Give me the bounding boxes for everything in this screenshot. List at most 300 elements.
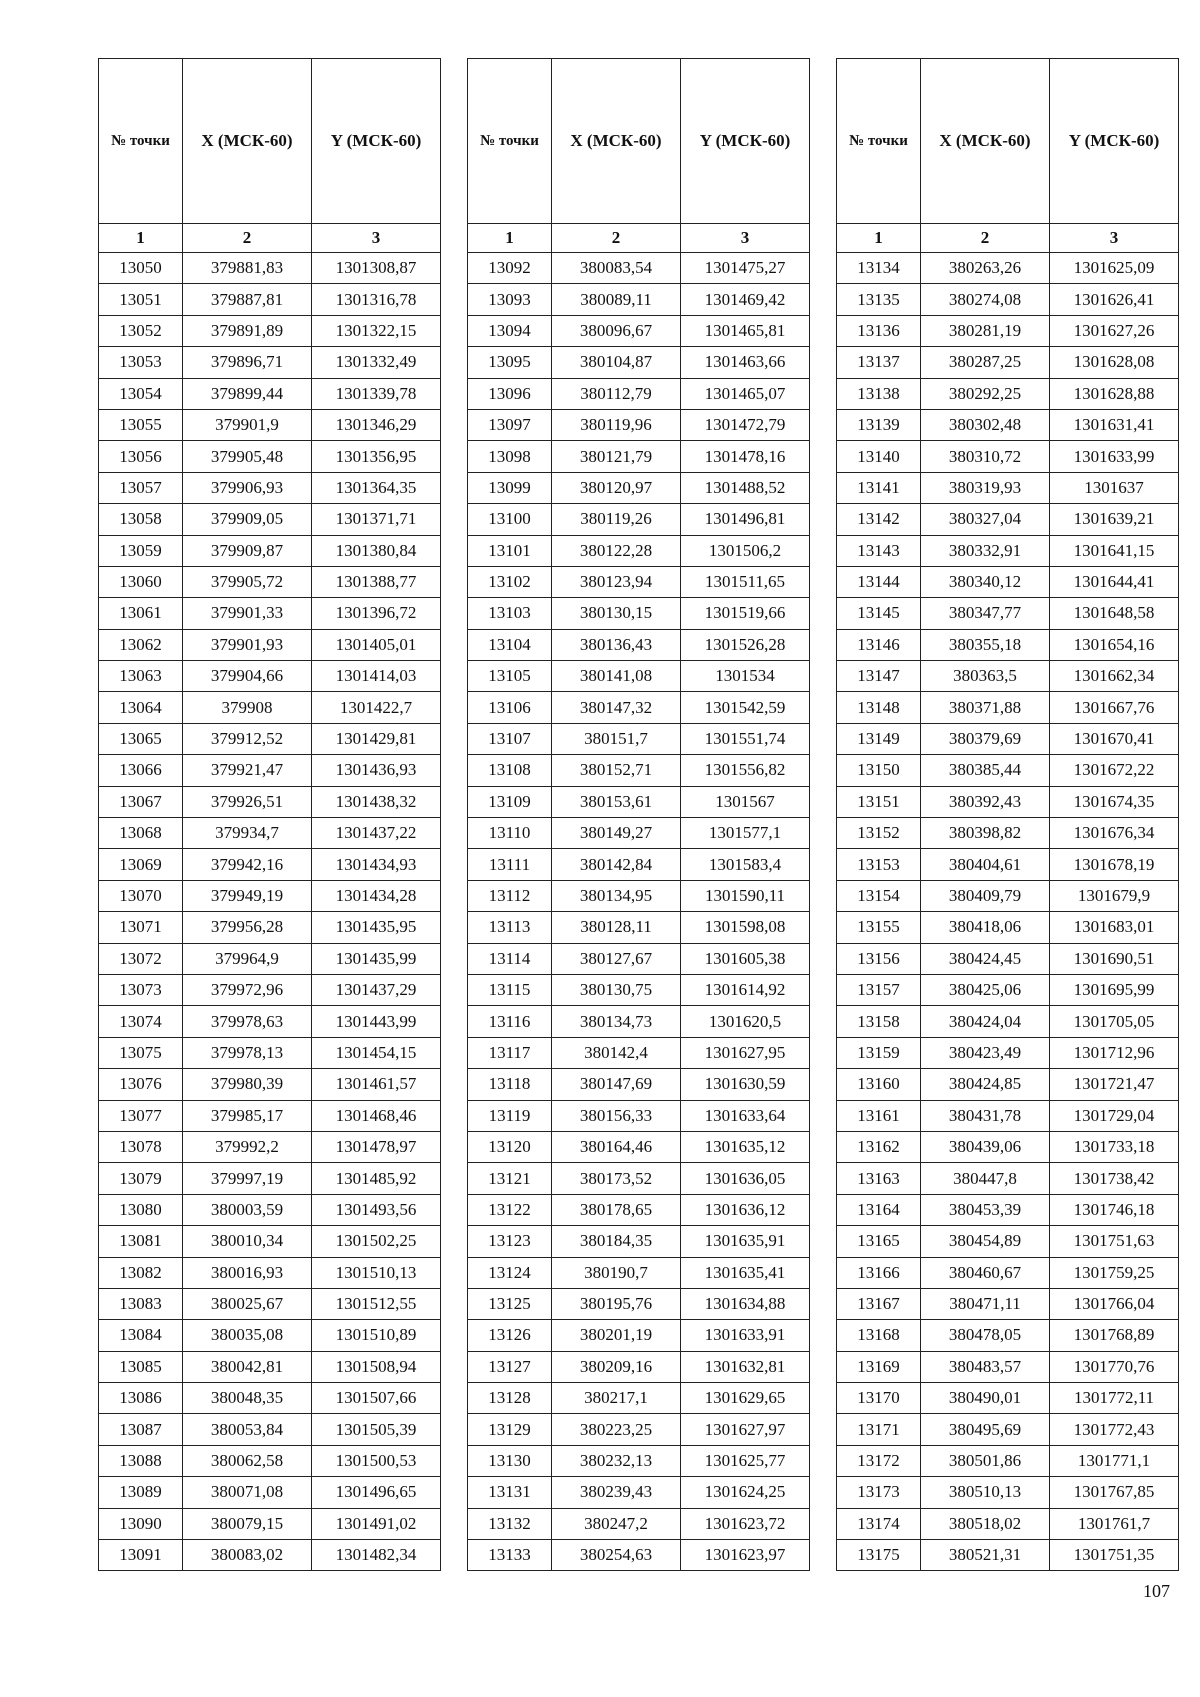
x-coordinate-cell: 380302,48 <box>921 409 1050 440</box>
y-coordinate-cell: 1301332,49 <box>312 347 441 378</box>
table-row <box>837 849 1179 880</box>
y-coordinate-cell: 1301478,97 <box>312 1131 441 1162</box>
table-row <box>99 472 441 503</box>
x-coordinate-cell: 380355,18 <box>921 629 1050 660</box>
x-coordinate-cell: 380201,19 <box>552 1320 681 1351</box>
point-number-cell: 13089 <box>99 1477 183 1508</box>
y-coordinate-cell: 1301772,43 <box>1050 1414 1179 1445</box>
x-coordinate-header: X (МСК-60) <box>921 59 1050 224</box>
point-number-cell: 13117 <box>468 1037 552 1068</box>
x-coordinate-cell: 380217,1 <box>552 1383 681 1414</box>
y-coordinate-cell: 1301690,51 <box>1050 943 1179 974</box>
y-coordinate-cell: 1301733,18 <box>1050 1131 1179 1162</box>
table-row <box>468 315 810 346</box>
x-coordinate-cell: 380232,13 <box>552 1445 681 1476</box>
column-index-1: 1 <box>99 224 183 253</box>
table-row <box>99 347 441 378</box>
x-coordinate-cell: 380119,26 <box>552 504 681 535</box>
point-number-cell: 13077 <box>99 1100 183 1131</box>
y-coordinate-cell: 1301670,41 <box>1050 723 1179 754</box>
table-row <box>99 1288 441 1319</box>
x-coordinate-cell: 380281,19 <box>921 315 1050 346</box>
table-row <box>837 1414 1179 1445</box>
x-coordinate-cell: 379901,33 <box>183 598 312 629</box>
y-coordinate-cell: 1301388,77 <box>312 566 441 597</box>
table-row <box>468 1383 810 1414</box>
table-row <box>468 1445 810 1476</box>
table-row <box>99 535 441 566</box>
x-coordinate-cell: 380424,85 <box>921 1069 1050 1100</box>
y-coordinate-cell: 1301496,65 <box>312 1477 441 1508</box>
point-number-cell: 13138 <box>837 378 921 409</box>
x-coordinate-cell: 380460,67 <box>921 1257 1050 1288</box>
table-row <box>837 1320 1179 1351</box>
table-row <box>468 1414 810 1445</box>
x-coordinate-cell: 380119,96 <box>552 409 681 440</box>
point-number-cell: 13170 <box>837 1383 921 1414</box>
table-row <box>837 535 1179 566</box>
x-coordinate-cell: 380164,46 <box>552 1131 681 1162</box>
point-number-cell: 13158 <box>837 1006 921 1037</box>
table-row <box>468 535 810 566</box>
table-row <box>468 566 810 597</box>
table-row <box>468 880 810 911</box>
x-coordinate-cell: 380409,79 <box>921 880 1050 911</box>
x-coordinate-cell: 379980,39 <box>183 1069 312 1100</box>
x-coordinate-cell: 380178,65 <box>552 1194 681 1225</box>
table-row <box>468 1288 810 1319</box>
x-coordinate-cell: 379899,44 <box>183 378 312 409</box>
x-coordinate-cell: 379891,89 <box>183 315 312 346</box>
table-row <box>99 1540 441 1571</box>
table-row <box>837 1131 1179 1162</box>
table-row <box>468 912 810 943</box>
x-coordinate-cell: 379905,72 <box>183 566 312 597</box>
table-row <box>99 1100 441 1131</box>
y-coordinate-cell: 1301771,1 <box>1050 1445 1179 1476</box>
x-coordinate-cell: 380263,26 <box>921 253 1050 284</box>
table-row <box>99 1445 441 1476</box>
y-coordinate-cell: 1301738,42 <box>1050 1163 1179 1194</box>
point-number-cell: 13068 <box>99 818 183 849</box>
y-coordinate-cell: 1301380,84 <box>312 535 441 566</box>
x-coordinate-cell: 379942,16 <box>183 849 312 880</box>
x-coordinate-cell: 380149,27 <box>552 818 681 849</box>
y-coordinate-cell: 1301583,4 <box>681 849 810 880</box>
point-number-cell: 13098 <box>468 441 552 472</box>
y-coordinate-cell: 1301485,92 <box>312 1163 441 1194</box>
point-number-cell: 13134 <box>837 253 921 284</box>
point-number-cell: 13163 <box>837 1163 921 1194</box>
table-row <box>837 974 1179 1005</box>
y-coordinate-cell: 1301635,91 <box>681 1226 810 1257</box>
x-coordinate-cell: 380392,43 <box>921 786 1050 817</box>
y-coordinate-cell: 1301648,58 <box>1050 598 1179 629</box>
x-coordinate-cell: 380398,82 <box>921 818 1050 849</box>
y-coordinate-cell: 1301511,65 <box>681 566 810 597</box>
point-number-cell: 13085 <box>99 1351 183 1382</box>
column-index-3: 3 <box>681 224 810 253</box>
x-coordinate-cell: 379912,52 <box>183 723 312 754</box>
x-coordinate-cell: 380332,91 <box>921 535 1050 566</box>
point-number-cell: 13114 <box>468 943 552 974</box>
x-coordinate-cell: 379949,19 <box>183 880 312 911</box>
point-number-cell: 13122 <box>468 1194 552 1225</box>
x-coordinate-cell: 379926,51 <box>183 786 312 817</box>
coordinates-table-3 <box>836 58 1179 1571</box>
point-number-cell: 13088 <box>99 1445 183 1476</box>
x-coordinate-cell: 379908 <box>183 692 312 723</box>
x-coordinate-cell: 380195,76 <box>552 1288 681 1319</box>
table-row <box>99 849 441 880</box>
x-coordinate-cell: 380136,43 <box>552 629 681 660</box>
y-coordinate-cell: 1301633,91 <box>681 1320 810 1351</box>
x-coordinate-cell: 380209,16 <box>552 1351 681 1382</box>
y-coordinate-cell: 1301478,16 <box>681 441 810 472</box>
point-number-cell: 13051 <box>99 284 183 315</box>
x-coordinate-cell: 379964,9 <box>183 943 312 974</box>
point-number-cell: 13083 <box>99 1288 183 1319</box>
y-coordinate-cell: 1301641,15 <box>1050 535 1179 566</box>
x-coordinate-cell: 380518,02 <box>921 1508 1050 1539</box>
x-coordinate-cell: 380418,06 <box>921 912 1050 943</box>
x-coordinate-cell: 380287,25 <box>921 347 1050 378</box>
table-row <box>837 253 1179 284</box>
point-number-cell: 13069 <box>99 849 183 880</box>
point-number-cell: 13155 <box>837 912 921 943</box>
table-row <box>99 1320 441 1351</box>
y-coordinate-cell: 1301435,95 <box>312 912 441 943</box>
y-coordinate-header: Y (МСК-60) <box>312 59 441 224</box>
y-coordinate-cell: 1301482,34 <box>312 1540 441 1571</box>
table-row <box>468 692 810 723</box>
y-coordinate-cell: 1301434,28 <box>312 880 441 911</box>
table-row <box>468 1226 810 1257</box>
x-coordinate-cell: 380521,31 <box>921 1540 1050 1571</box>
x-coordinate-cell: 380495,69 <box>921 1414 1050 1445</box>
y-coordinate-cell: 1301438,32 <box>312 786 441 817</box>
x-coordinate-cell: 380134,95 <box>552 880 681 911</box>
y-coordinate-cell: 1301705,05 <box>1050 1006 1179 1037</box>
point-number-cell: 13161 <box>837 1100 921 1131</box>
table-row <box>837 912 1179 943</box>
point-number-cell: 13173 <box>837 1477 921 1508</box>
coordinates-table-1 <box>98 58 441 1571</box>
point-number-cell: 13124 <box>468 1257 552 1288</box>
table-row <box>99 253 441 284</box>
x-coordinate-cell: 379906,93 <box>183 472 312 503</box>
table-row <box>99 786 441 817</box>
x-coordinate-cell: 380439,06 <box>921 1131 1050 1162</box>
table-body <box>837 253 1179 1571</box>
y-coordinate-cell: 1301422,7 <box>312 692 441 723</box>
point-number-cell: 13090 <box>99 1508 183 1539</box>
y-coordinate-cell: 1301316,78 <box>312 284 441 315</box>
x-coordinate-cell: 379956,28 <box>183 912 312 943</box>
y-coordinate-cell: 1301437,29 <box>312 974 441 1005</box>
point-number-cell: 13141 <box>837 472 921 503</box>
table-row <box>837 598 1179 629</box>
y-coordinate-cell: 1301488,52 <box>681 472 810 503</box>
y-coordinate-cell: 1301632,81 <box>681 1351 810 1382</box>
x-coordinate-cell: 380123,94 <box>552 566 681 597</box>
column-index-3: 3 <box>1050 224 1179 253</box>
point-number-cell: 13168 <box>837 1320 921 1351</box>
table-row <box>468 409 810 440</box>
table-row <box>468 253 810 284</box>
x-coordinate-cell: 380089,11 <box>552 284 681 315</box>
point-number-cell: 13160 <box>837 1069 921 1100</box>
column-index-1: 1 <box>837 224 921 253</box>
column-index-row <box>837 224 1179 253</box>
y-coordinate-cell: 1301767,85 <box>1050 1477 1179 1508</box>
table-row <box>99 378 441 409</box>
table-row <box>468 472 810 503</box>
x-coordinate-cell: 380424,04 <box>921 1006 1050 1037</box>
y-coordinate-cell: 1301436,93 <box>312 755 441 786</box>
y-coordinate-cell: 1301526,28 <box>681 629 810 660</box>
table-row <box>468 974 810 1005</box>
table-row <box>468 755 810 786</box>
point-number-cell: 13146 <box>837 629 921 660</box>
point-number-cell: 13121 <box>468 1163 552 1194</box>
point-number-cell: 13144 <box>837 566 921 597</box>
x-coordinate-cell: 380053,84 <box>183 1414 312 1445</box>
table-row <box>99 504 441 535</box>
point-number-header: № точки <box>468 59 552 224</box>
y-coordinate-cell: 1301614,92 <box>681 974 810 1005</box>
point-number-cell: 13150 <box>837 755 921 786</box>
y-coordinate-cell: 1301396,72 <box>312 598 441 629</box>
x-coordinate-cell: 379934,7 <box>183 818 312 849</box>
y-coordinate-cell: 1301695,99 <box>1050 974 1179 1005</box>
table-body <box>468 253 810 1571</box>
y-coordinate-cell: 1301629,65 <box>681 1383 810 1414</box>
y-coordinate-cell: 1301712,96 <box>1050 1037 1179 1068</box>
table-row <box>468 1477 810 1508</box>
point-number-cell: 13111 <box>468 849 552 880</box>
y-coordinate-cell: 1301469,42 <box>681 284 810 315</box>
table-row <box>99 441 441 472</box>
table-row <box>99 1414 441 1445</box>
y-coordinate-cell: 1301662,34 <box>1050 661 1179 692</box>
point-number-cell: 13132 <box>468 1508 552 1539</box>
y-coordinate-cell: 1301308,87 <box>312 253 441 284</box>
table-row <box>837 629 1179 660</box>
point-number-cell: 13056 <box>99 441 183 472</box>
point-number-cell: 13110 <box>468 818 552 849</box>
table-row <box>99 598 441 629</box>
y-coordinate-cell: 1301768,89 <box>1050 1320 1179 1351</box>
point-number-cell: 13054 <box>99 378 183 409</box>
point-number-cell: 13148 <box>837 692 921 723</box>
x-coordinate-cell: 380379,69 <box>921 723 1050 754</box>
column-index-2: 2 <box>921 224 1050 253</box>
table-row <box>468 378 810 409</box>
x-coordinate-cell: 380319,93 <box>921 472 1050 503</box>
y-coordinate-cell: 1301751,35 <box>1050 1540 1179 1571</box>
column-index-1: 1 <box>468 224 552 253</box>
x-coordinate-cell: 380347,77 <box>921 598 1050 629</box>
y-coordinate-cell: 1301631,41 <box>1050 409 1179 440</box>
table-row <box>468 598 810 629</box>
x-coordinate-cell: 380048,35 <box>183 1383 312 1414</box>
column-index-2: 2 <box>552 224 681 253</box>
table-row <box>837 1226 1179 1257</box>
point-number-cell: 13106 <box>468 692 552 723</box>
table-row <box>99 755 441 786</box>
y-coordinate-cell: 1301623,97 <box>681 1540 810 1571</box>
point-number-cell: 13076 <box>99 1069 183 1100</box>
y-coordinate-cell: 1301443,99 <box>312 1006 441 1037</box>
point-number-cell: 13074 <box>99 1006 183 1037</box>
table-row <box>99 1194 441 1225</box>
table-row <box>837 943 1179 974</box>
x-coordinate-cell: 380010,34 <box>183 1226 312 1257</box>
table-row <box>99 284 441 315</box>
y-coordinate-cell: 1301630,59 <box>681 1069 810 1100</box>
y-coordinate-cell: 1301551,74 <box>681 723 810 754</box>
table-row <box>99 1226 441 1257</box>
point-number-cell: 13072 <box>99 943 183 974</box>
y-coordinate-cell: 1301635,41 <box>681 1257 810 1288</box>
table-row <box>468 786 810 817</box>
table-row <box>468 661 810 692</box>
x-coordinate-cell: 379909,05 <box>183 504 312 535</box>
point-number-cell: 13059 <box>99 535 183 566</box>
x-coordinate-cell: 379905,48 <box>183 441 312 472</box>
y-coordinate-cell: 1301674,35 <box>1050 786 1179 817</box>
x-coordinate-cell: 380130,15 <box>552 598 681 629</box>
x-coordinate-cell: 380310,72 <box>921 441 1050 472</box>
table-row <box>837 880 1179 911</box>
page-number: 107 <box>1143 1581 1170 1601</box>
table-row <box>468 1320 810 1351</box>
x-coordinate-cell: 380490,01 <box>921 1383 1050 1414</box>
point-number-cell: 13169 <box>837 1351 921 1382</box>
table-row <box>468 1508 810 1539</box>
x-coordinate-cell: 380096,67 <box>552 315 681 346</box>
table-row <box>99 692 441 723</box>
y-coordinate-cell: 1301636,05 <box>681 1163 810 1194</box>
y-coordinate-cell: 1301654,16 <box>1050 629 1179 660</box>
point-number-cell: 13154 <box>837 880 921 911</box>
point-number-header: № точки <box>837 59 921 224</box>
y-coordinate-cell: 1301625,77 <box>681 1445 810 1476</box>
table-row <box>468 441 810 472</box>
x-coordinate-cell: 380425,06 <box>921 974 1050 1005</box>
x-coordinate-cell: 380112,79 <box>552 378 681 409</box>
point-number-cell: 13143 <box>837 535 921 566</box>
coordinates-table-2 <box>467 58 810 1571</box>
y-coordinate-cell: 1301577,1 <box>681 818 810 849</box>
x-coordinate-cell: 380404,61 <box>921 849 1050 880</box>
point-number-cell: 13165 <box>837 1226 921 1257</box>
x-coordinate-cell: 380062,58 <box>183 1445 312 1476</box>
table-row <box>837 1037 1179 1068</box>
x-coordinate-cell: 379901,9 <box>183 409 312 440</box>
y-coordinate-cell: 1301468,46 <box>312 1100 441 1131</box>
x-coordinate-cell: 380447,8 <box>921 1163 1050 1194</box>
y-coordinate-cell: 1301766,04 <box>1050 1288 1179 1319</box>
x-coordinate-cell: 380147,32 <box>552 692 681 723</box>
y-coordinate-cell: 1301729,04 <box>1050 1100 1179 1131</box>
table-row <box>468 1100 810 1131</box>
y-coordinate-cell: 1301627,26 <box>1050 315 1179 346</box>
table-row <box>99 1508 441 1539</box>
x-coordinate-cell: 380035,08 <box>183 1320 312 1351</box>
table-row <box>837 409 1179 440</box>
table-row <box>468 1257 810 1288</box>
point-number-cell: 13145 <box>837 598 921 629</box>
point-number-cell: 13151 <box>837 786 921 817</box>
table-row <box>837 378 1179 409</box>
y-coordinate-cell: 1301721,47 <box>1050 1069 1179 1100</box>
x-coordinate-cell: 380120,97 <box>552 472 681 503</box>
point-number-header: № точки <box>99 59 183 224</box>
x-coordinate-cell: 380142,4 <box>552 1037 681 1068</box>
x-coordinate-cell: 380424,45 <box>921 943 1050 974</box>
y-coordinate-cell: 1301772,11 <box>1050 1383 1179 1414</box>
point-number-cell: 13081 <box>99 1226 183 1257</box>
y-coordinate-cell: 1301751,63 <box>1050 1226 1179 1257</box>
x-coordinate-cell: 379881,83 <box>183 253 312 284</box>
x-coordinate-cell: 379978,13 <box>183 1037 312 1068</box>
point-number-cell: 13131 <box>468 1477 552 1508</box>
point-number-cell: 13093 <box>468 284 552 315</box>
table-row <box>837 566 1179 597</box>
table-row <box>468 1037 810 1068</box>
y-coordinate-cell: 1301624,25 <box>681 1477 810 1508</box>
x-coordinate-cell: 380156,33 <box>552 1100 681 1131</box>
y-coordinate-cell: 1301623,72 <box>681 1508 810 1539</box>
x-coordinate-cell: 380079,15 <box>183 1508 312 1539</box>
table-row <box>468 1069 810 1100</box>
table-row <box>468 818 810 849</box>
table-row <box>99 912 441 943</box>
table-row <box>837 692 1179 723</box>
table-row <box>837 818 1179 849</box>
point-number-cell: 13102 <box>468 566 552 597</box>
y-coordinate-cell: 1301405,01 <box>312 629 441 660</box>
table-row <box>468 1194 810 1225</box>
y-coordinate-cell: 1301678,19 <box>1050 849 1179 880</box>
point-number-cell: 13137 <box>837 347 921 378</box>
y-coordinate-cell: 1301508,94 <box>312 1351 441 1382</box>
point-number-cell: 13149 <box>837 723 921 754</box>
x-coordinate-cell: 380147,69 <box>552 1069 681 1100</box>
table-row <box>837 472 1179 503</box>
x-coordinate-cell: 380042,81 <box>183 1351 312 1382</box>
table-row <box>99 1006 441 1037</box>
table-row <box>99 661 441 692</box>
point-number-cell: 13112 <box>468 880 552 911</box>
y-coordinate-cell: 1301761,7 <box>1050 1508 1179 1539</box>
table-row <box>99 943 441 974</box>
point-number-cell: 13153 <box>837 849 921 880</box>
table-header-row <box>837 59 1179 224</box>
y-coordinate-cell: 1301512,55 <box>312 1288 441 1319</box>
point-number-cell: 13063 <box>99 661 183 692</box>
y-coordinate-cell: 1301639,21 <box>1050 504 1179 535</box>
y-coordinate-cell: 1301510,89 <box>312 1320 441 1351</box>
y-coordinate-cell: 1301759,25 <box>1050 1257 1179 1288</box>
x-coordinate-cell: 380121,79 <box>552 441 681 472</box>
x-coordinate-cell: 380431,78 <box>921 1100 1050 1131</box>
point-number-cell: 13100 <box>468 504 552 535</box>
y-coordinate-cell: 1301356,95 <box>312 441 441 472</box>
point-number-cell: 13052 <box>99 315 183 346</box>
